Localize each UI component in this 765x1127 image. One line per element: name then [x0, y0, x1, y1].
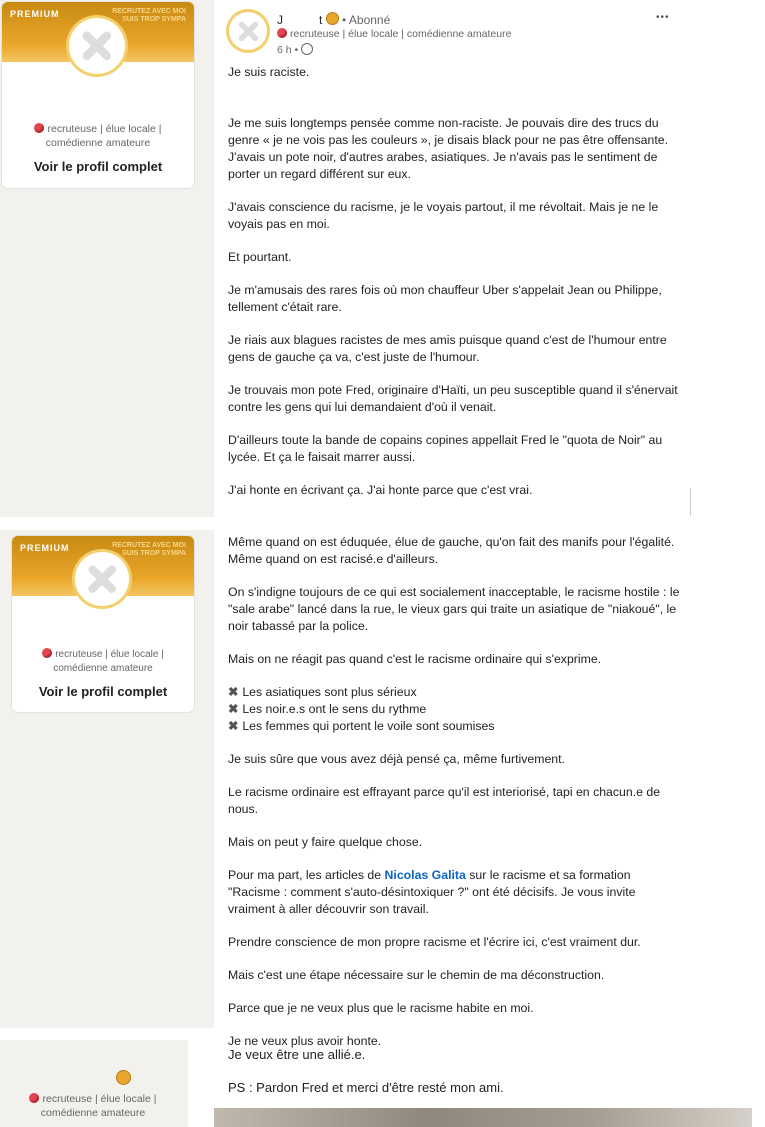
post-paragraph: J'ai honte en écrivant ça. J'ai honte parce que c'est vrai.	[228, 483, 533, 497]
more-options-button[interactable]: •••	[656, 12, 670, 23]
divider	[690, 488, 691, 516]
list-item: ✖ Les noir.e.s ont le sens du rythme	[228, 702, 427, 716]
strawberry-icon	[42, 648, 52, 658]
profile-card	[2, 2, 194, 188]
post-paragraph: Je suis raciste.	[228, 65, 310, 79]
globe-icon	[301, 43, 313, 55]
view-full-profile-link[interactable]: Voir le profil complet	[38, 684, 168, 699]
banner-tagline: RECRUTEZ AVEC MOI SUIS TROP SYMPA	[112, 8, 186, 23]
view-full-profile-link[interactable]: Voir le profil complet	[33, 159, 163, 174]
mention-link[interactable]: Nicolas Galita	[384, 868, 466, 882]
avatar[interactable]	[75, 552, 129, 606]
image-preview-strip[interactable]	[214, 1108, 752, 1127]
avatar-blur-icon	[86, 563, 118, 595]
premium-badge: PREMIUM	[20, 543, 70, 553]
profile-headline: recruteuse | élue locale | comédienne amateure	[8, 1092, 178, 1120]
list-item: ✖ Les asiatiques sont plus sérieux	[228, 685, 417, 699]
avatar[interactable]	[69, 18, 125, 74]
profile-card	[12, 536, 194, 712]
strawberry-icon	[34, 123, 44, 133]
avatar-blur-icon	[237, 20, 260, 43]
follow-status: • Abonné	[342, 13, 391, 27]
premium-badge: PREMIUM	[10, 9, 60, 19]
post-paragraph: D'ailleurs toute la bande de copains copines appellait Fred le "quota de Noir" au lycée. Et ça le faisait marrer aussi.	[228, 433, 663, 464]
cross-mark-icon: ✖	[228, 719, 239, 733]
post-paragraph	[228, 98, 680, 115]
cross-mark-icon: ✖	[228, 685, 239, 699]
profile-headline: recruteuse | élue locale | comédienne amateure	[2, 122, 194, 150]
cross-mark-icon: ✖	[228, 702, 239, 716]
post-paragraph: Et pourtant.	[228, 250, 292, 264]
profile-headline: recruteuse | élue locale | comédienne amateure	[12, 648, 194, 676]
premium-coin-icon	[326, 12, 339, 25]
banner-tagline: RECRUTEZ AVEC MOI SUIS TROP SYMPA	[112, 542, 186, 557]
post-body-part3: Je veux être une allié.e. PS : Pardon Fred et merci d'être resté mon ami.	[228, 1047, 504, 1095]
premium-coin-icon	[116, 1070, 131, 1085]
avatar-blur-icon	[80, 29, 114, 63]
post-author-name[interactable]: J t • Abonné	[277, 13, 391, 27]
post-paragraph: J'avais conscience du racisme, je le voyais partout, il me révoltait. Mais je ne le voyais pas en moi.	[228, 200, 659, 231]
strawberry-icon	[29, 1093, 39, 1103]
post-paragraph: Je riais aux blagues racistes de mes amis puisque quand c'est de l'humour entre gens de gauche ça va, c'est juste de l'humour.	[228, 333, 667, 364]
post-paragraph: Je me suis longtemps pensée comme non-raciste. Je pouvais dire des trucs du genre « je ne vois pas les couleurs », je disais black pour ne pas être offensante. J'avais un pote noir, d'autres arabes, asiatiques. Je n'avais pas le sentiment de porter un regard différent sur eux.	[228, 116, 668, 181]
post-author-headline: recruteuse | élue locale | comédienne amateure	[277, 28, 511, 40]
post-author-avatar[interactable]	[229, 12, 267, 50]
post-body-part1	[228, 64, 680, 515]
post-paragraph: Je trouvais mon pote Fred, originaire d'Haïti, un peu susceptible quand il s'énervait contre les gens qui lui demandaient d'où il venait.	[228, 383, 678, 414]
post-paragraph: Je m'amusais des rares fois où mon chauffeur Uber s'appelait Jean ou Philippe, tellement c'était rare.	[228, 283, 662, 314]
list-item: ✖ Les femmes qui portent le voile sont soumises	[228, 719, 495, 733]
post-timestamp: 6 h •	[277, 43, 313, 56]
post-body-part2: Même quand on est éduquée, élue de gauche, qu'on fait des manifs pour l'égalité. Même quand on est racisé.e d'ailleurs. On s'indigne toujours de ce qui est socialement inacceptable, le racisme hostile : le "sale arabe" lancé dans la rue, le vieux gars qui traite un asiatique de "niakoué", le noir tabassé par la police. Mais on ne réagit pas quand c'est le racisme ordinaire qui s'exprime. ✖ Les asiatiques sont plus sérieux ✖ Les noir.e.s ont le sens du rythme ✖ Les femmes qui portent le voile sont soumises Je suis sûre que vous avez déjà pensé ça, même furtivement. Le racisme ordinaire est effrayant parce qu'il est interiorisé, tapi en chacun.e de nous. Mais on peut y faire quelque chose. Pour ma part, les articles de Nicolas Galita sur le racisme et sa formation "Racisme : comment s'auto-désintoxiquer ?" ont été décisifs. Je vous invite vraiment à aller découvrir son travail. Prendre conscience de mon propre racisme et l'écrire ici, c'est vraiment dur. Mais c'est une étape nécessaire sur le chemin de ma déconstruction. Parce que je ne veux plus que le racisme habite en moi. Je ne veux plus avoir honte.	[228, 535, 680, 1048]
strawberry-icon	[277, 28, 287, 38]
